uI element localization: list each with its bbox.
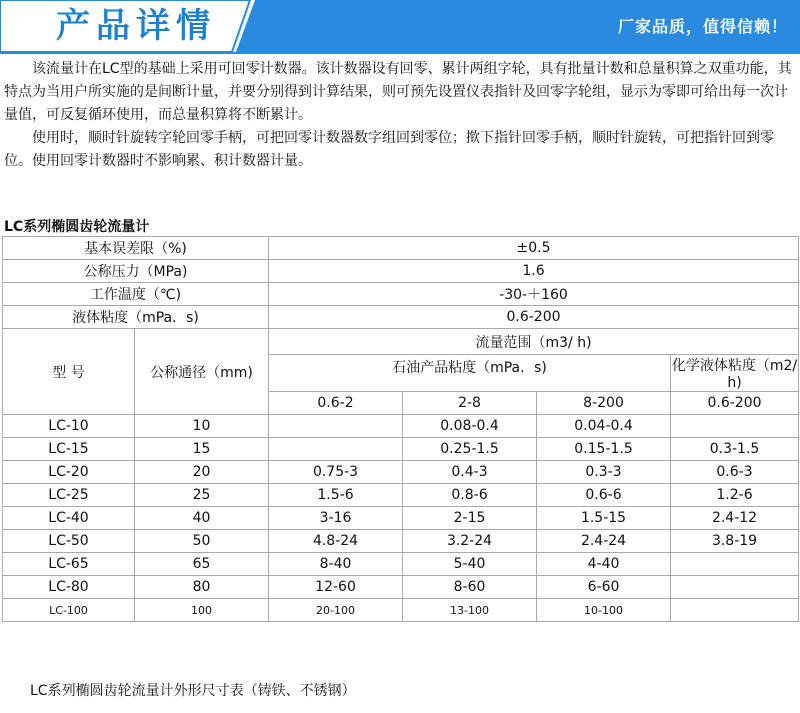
cell-value: 4.8-24 — [269, 530, 403, 553]
table-row — [3, 530, 799, 553]
cell-model: LC-65 — [3, 553, 135, 576]
header-model: 型 号 — [3, 329, 135, 415]
cell-value: 0.4-3 — [403, 461, 537, 484]
page-title: 产品详情 — [56, 6, 216, 46]
cell-value: 2-15 — [403, 507, 537, 530]
cell-value — [671, 415, 799, 438]
cell-value: 3.8-19 — [671, 530, 799, 553]
header-diameter: 公称通径（mm) — [135, 329, 269, 415]
cell-value: 3.2-24 — [403, 530, 537, 553]
cell-diameter: 25 — [135, 484, 269, 507]
table-row — [3, 576, 799, 599]
cell-value: 20-100 — [269, 599, 403, 622]
slogan: 厂家品质，值得信赖！ — [617, 17, 788, 36]
cell-value: 1.5-15 — [537, 507, 671, 530]
header-banner — [0, 0, 800, 55]
table-row — [3, 507, 799, 530]
intro-paragraph: 使用时，顺时针旋转字轮回零手柄，可把回零计数器数字组回到零位；揿下指针回零手柄，顺时针旋转，可把指针回到零位。使用回零计数器时不影响累、积计数器计量。 — [4, 130, 774, 169]
header-chem: 化学液体粘度（m2/ h) — [671, 355, 799, 392]
cell-value: 0.3-3 — [537, 461, 671, 484]
intro-text — [4, 58, 796, 173]
param-label: 液体粘度（mPa．s) — [3, 306, 269, 329]
table-row — [3, 438, 799, 461]
table-row — [3, 415, 799, 438]
table-row — [3, 283, 799, 306]
cell-value: 12-60 — [269, 576, 403, 599]
cell-value: 0.8-6 — [403, 484, 537, 507]
header-sub: 0.6-2 — [269, 392, 403, 415]
cell-value: 0.25-1.5 — [403, 438, 537, 461]
header-sub: 2-8 — [403, 392, 537, 415]
cell-value: 1.5-6 — [269, 484, 403, 507]
cell-diameter: 15 — [135, 438, 269, 461]
cell-value: 0.04-0.4 — [537, 415, 671, 438]
cell-model: LC-50 — [3, 530, 135, 553]
header-sub: 8-200 — [537, 392, 671, 415]
cell-value: 10-100 — [537, 599, 671, 622]
cell-value: 8-60 — [403, 576, 537, 599]
cell-model: LC-25 — [3, 484, 135, 507]
cell-value: 6-60 — [537, 576, 671, 599]
cell-value: 0.6-3 — [671, 461, 799, 484]
param-value: ±0.5 — [269, 237, 799, 260]
cell-value: 2.4-24 — [537, 530, 671, 553]
cell-model: LC-10 — [3, 415, 135, 438]
cell-diameter: 40 — [135, 507, 269, 530]
cell-diameter: 20 — [135, 461, 269, 484]
param-label: 基本误差限（%) — [3, 237, 269, 260]
header-sub: 0.6-200 — [671, 392, 799, 415]
param-value: 0.6-200 — [269, 306, 799, 329]
table-row — [3, 237, 799, 260]
cell-value: 0.6-6 — [537, 484, 671, 507]
cell-value: 8-40 — [269, 553, 403, 576]
cell-diameter: 65 — [135, 553, 269, 576]
cell-value: 4-40 — [537, 553, 671, 576]
cell-model: LC-40 — [3, 507, 135, 530]
cell-value: 0.08-0.4 — [403, 415, 537, 438]
cell-value: 2.4-12 — [671, 507, 799, 530]
header-petro: 石油产品粘度（mPa．s) — [269, 355, 671, 392]
param-value: -30-＋160 — [269, 283, 799, 306]
intro-paragraph: 该流量计在LC型的基础上采用可回零计数器。该计数器设有回零、累计两组字轮，具有批量计数和总量积算之双重功能，其特点为当用户所实施的是间断计量，并要分别得到计算结果，则可预先设置仪表指针及回零字轮组，显示为零即可给出每一次计量值，可反复循环使用，而总量积算将不断累计。 — [4, 61, 792, 123]
spec-table — [2, 236, 799, 622]
param-label: 公称压力（MPa) — [3, 260, 269, 283]
cell-value: 3-16 — [269, 507, 403, 530]
cell-model: LC-20 — [3, 461, 135, 484]
table-row — [3, 461, 799, 484]
cell-value — [671, 576, 799, 599]
cell-value — [269, 415, 403, 438]
cell-value — [671, 553, 799, 576]
table-header-row — [3, 329, 799, 355]
table-row — [3, 484, 799, 507]
table-row — [3, 260, 799, 283]
cell-diameter: 10 — [135, 415, 269, 438]
cell-diameter: 50 — [135, 530, 269, 553]
footer-caption: LC系列椭圆齿轮流量计外形尺寸表（铸铁、不锈钢） — [30, 683, 356, 699]
cell-model: LC-80 — [3, 576, 135, 599]
cell-value: 0.15-1.5 — [537, 438, 671, 461]
param-value: 1.6 — [269, 260, 799, 283]
cell-value: 1.2-6 — [671, 484, 799, 507]
cell-value: 5-40 — [403, 553, 537, 576]
table-row — [3, 553, 799, 576]
cell-value — [671, 599, 799, 622]
cell-value — [269, 438, 403, 461]
cell-value: 0.75-3 — [269, 461, 403, 484]
header-flow-range: 流量范围（m3/ h) — [269, 329, 799, 355]
cell-model: LC-100 — [3, 599, 135, 622]
cell-value: 0.3-1.5 — [671, 438, 799, 461]
table-row — [3, 306, 799, 329]
cell-diameter: 80 — [135, 576, 269, 599]
cell-model: LC-15 — [3, 438, 135, 461]
table-title: LC系列椭圆齿轮流量计 — [4, 219, 150, 235]
table-row — [3, 599, 799, 622]
cell-diameter: 100 — [135, 599, 269, 622]
cell-value: 13-100 — [403, 599, 537, 622]
param-label: 工作温度（℃) — [3, 283, 269, 306]
